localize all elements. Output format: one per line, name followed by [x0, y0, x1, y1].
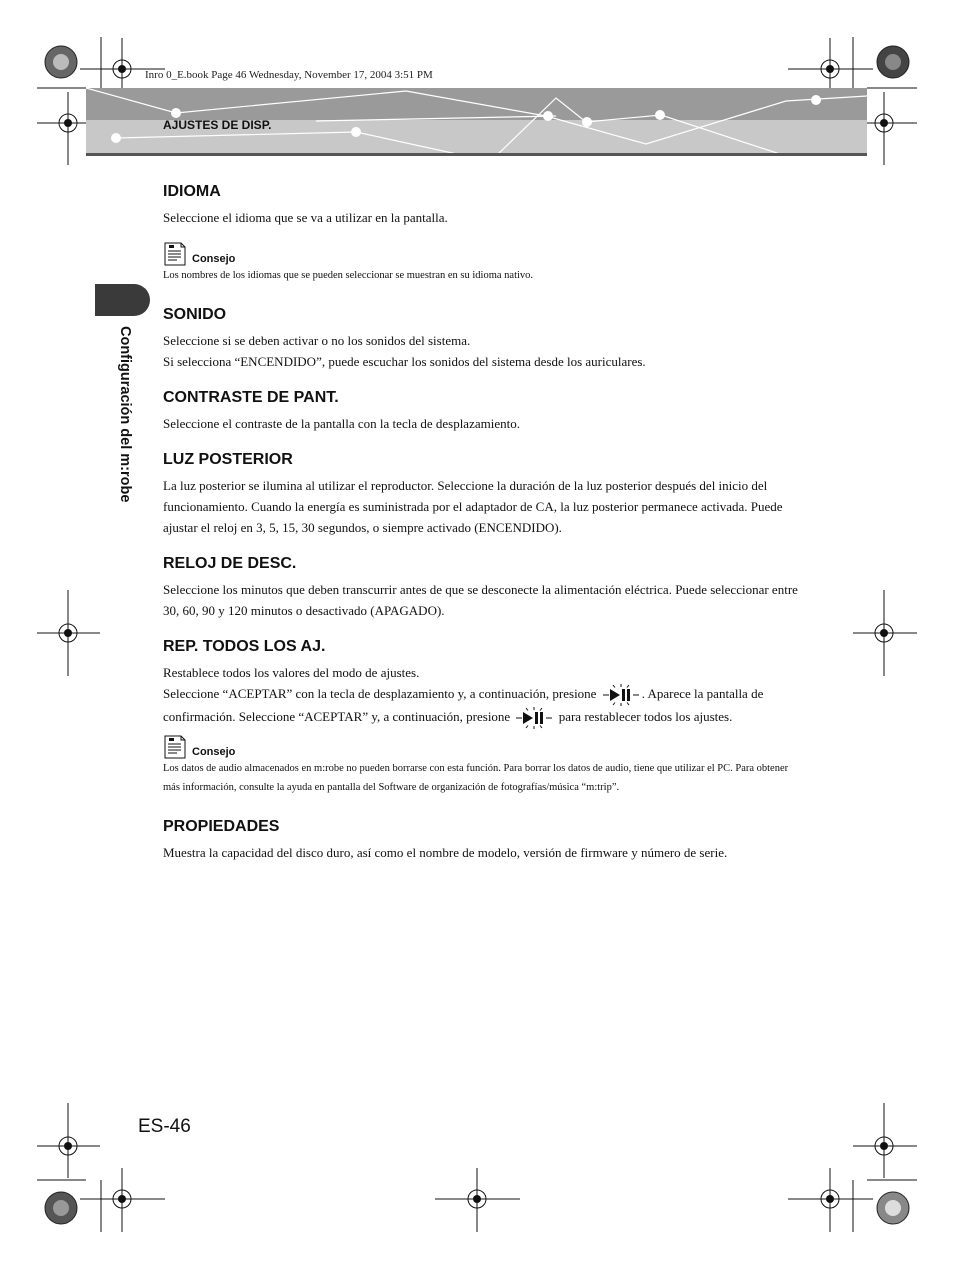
header-rule [86, 153, 867, 156]
text-reloj: Seleccione los minutos que deben transcurrir antes de que se desconecte la alimentación eléctrica. Puede seleccionar entre 30, 60, 90 y 120 minutos o desactivado (APAGADO). [163, 582, 798, 618]
note-icon [163, 735, 187, 759]
text-propiedades: Muestra la capacidad del disco duro, así como el nombre de modelo, versión de firmware y número de serie. [163, 845, 728, 861]
heading-sonido: SONIDO [163, 306, 227, 323]
section-sonido [163, 305, 803, 372]
heading-rep-todos: REP. TODOS LOS AJ. [163, 638, 326, 655]
text-sonido-2: Si selecciona “ENCENDIDO”, puede escuchar los sonidos del sistema desde los auriculares. [163, 354, 646, 369]
note-icon [163, 242, 187, 266]
section-rep-todos [163, 637, 803, 729]
section-contraste [163, 388, 803, 434]
text-contraste: Seleccione el contraste de la pantalla con la tecla de desplazamiento. [163, 416, 520, 431]
heading-idioma: IDIOMA [163, 183, 221, 200]
text-luz-posterior: La luz posterior se ilumina al utilizar el reproductor. Seleccione la duración de la luz posterior después del inicio del funcionamiento. Cuando la energía es suministrada por el adaptador de CA, la luz posterior permanece activada. Puede ajustar el reloj en 3, 5, 15, 30 segundos, o siempre activado (ENCENDIDO). [163, 478, 783, 535]
section-header-label: AJUSTES DE DISP. [163, 118, 272, 132]
heading-propiedades: PROPIEDADES [163, 818, 280, 836]
text-rep-part3: para restablecer todos los ajustes. [558, 709, 733, 725]
play-pause-icon [516, 707, 552, 729]
main-content [163, 182, 803, 879]
section-reloj [163, 554, 803, 621]
text-rep-1: Restablece todos los valores del modo de ajustes. [163, 665, 420, 680]
tip-box-1 [163, 242, 803, 285]
text-idioma: Seleccione el idioma que se va a utilizar en la pantalla. [163, 210, 448, 225]
section-idioma [163, 182, 803, 228]
text-rep-part2: . Aparece la pantalla de confirmación. Seleccione “ACEPTAR” y, a continuación, presione [163, 686, 764, 725]
heading-reloj: RELOJ DE DESC. [163, 555, 297, 572]
play-pause-icon [603, 684, 639, 706]
tip-box-2 [163, 735, 803, 797]
section-luz-posterior [163, 450, 803, 538]
page-number: ES-46 [138, 1116, 191, 1137]
tip-label: Consejo [192, 746, 236, 759]
heading-luz-posterior: LUZ POSTERIOR [163, 451, 293, 468]
text-rep-2 [163, 683, 803, 729]
tip-text-2: Los datos de audio almacenados en m:robe no pueden borrarse con esta función. Para borrar los datos de audio, tiene que utilizar el PC. Para obtener más información, consulte la ayuda en pantalla del Software de organización de fotografías/música “m:trip”. [163, 763, 789, 794]
tip-label: Consejo [192, 253, 236, 265]
text-sonido-1: Seleccione si se deben activar o no los sonidos del sistema. [163, 333, 471, 348]
tip-text-1: Los nombres de los idiomas que se pueden seleccionar se muestran en su idioma nativo. [163, 270, 534, 281]
text-rep-part1: Seleccione “ACEPTAR” con la tecla de desplazamiento y, a continuación, presione [163, 686, 597, 701]
section-propiedades [163, 817, 803, 863]
heading-contraste: CONTRASTE DE PANT. [163, 389, 339, 406]
chapter-title-vertical: Configuración del m:robe [117, 326, 133, 503]
print-info: Inro 0_E.book Page 46 Wednesday, November 17, 2004 3:51 PM [145, 69, 433, 81]
chapter-tab [95, 284, 150, 316]
